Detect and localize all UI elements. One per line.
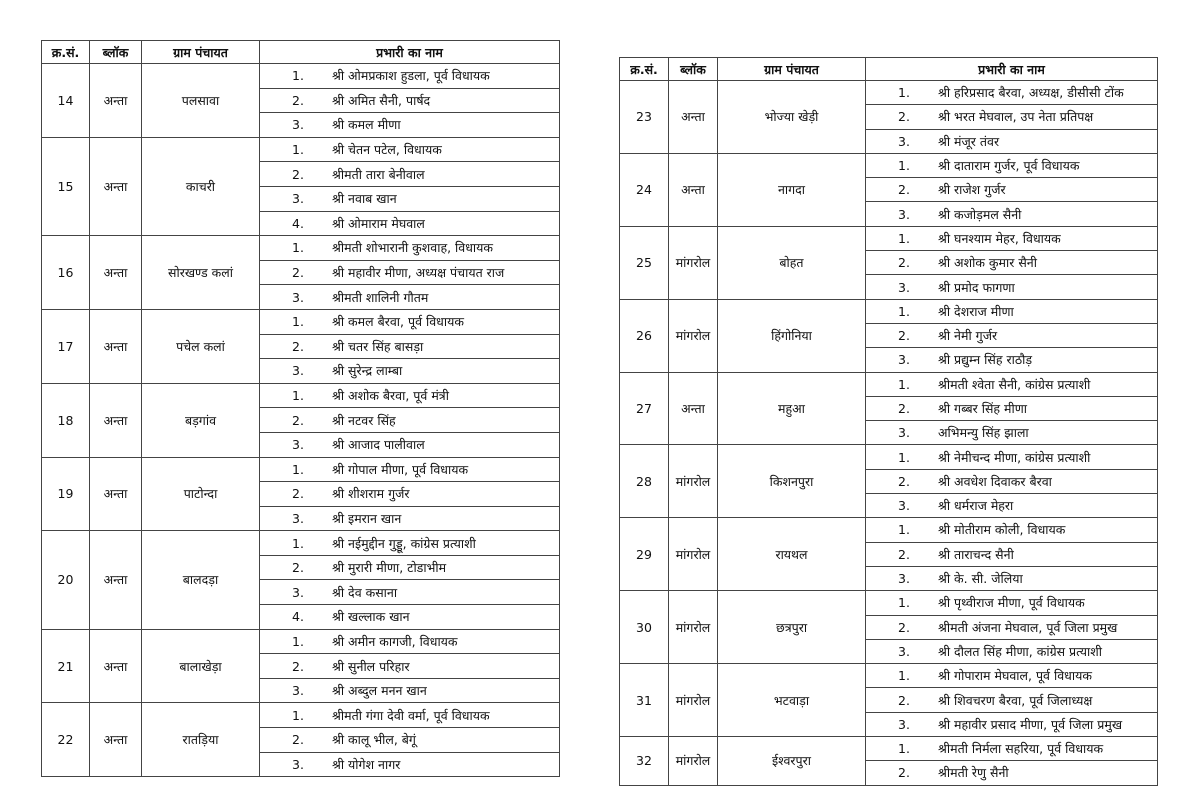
incharge-cell [866,275,1158,299]
member-name: श्री अमित सैनी, पार्षद [332,92,431,108]
block-cell: अन्ता [669,81,718,154]
member-number: 1. [292,240,304,256]
block-cell: मांगरोल [669,737,718,786]
incharge-cell [866,664,1158,688]
member-number: 1. [898,595,910,611]
table-body-left [42,64,560,777]
table-header-row [620,58,1158,81]
member-name: श्री महावीर मीणा, अध्यक्ष पंचायत राज [332,265,505,281]
member-name: श्री देव कसाना [332,584,398,600]
member-name: श्री हरिप्रसाद बैरवा, अध्यक्ष, डीसीसी टोंक [938,85,1124,101]
table-row [620,299,1158,323]
member-number: 3. [898,425,910,441]
member-name: श्री नईमुद्दीन गुड्डू, कांग्रेस प्रत्याशी [332,535,476,551]
member-name: श्रीमती निर्मला सहरिया, पूर्व विधायक [938,741,1104,757]
member-name: श्री मोतीराम कोली, विधायक [938,522,1066,538]
gram-panchayat-cell: छत्रपुरा [718,591,866,664]
member-name: श्री दौलत सिंह मीणा, कांग्रेस प्रत्याशी [938,643,1103,659]
member-number: 1. [898,449,910,465]
member-number: 3. [292,117,304,133]
serial-number-cell: 23 [620,81,669,154]
block-cell: अन्ता [669,153,718,226]
member-number: 2. [898,255,910,271]
header-block: ब्लॉक [90,41,142,64]
member-number: 1. [292,68,304,84]
member-number: 2. [292,560,304,576]
gram-panchayat-cell: नागदा [718,153,866,226]
member-name: श्री कमल बैरवा, पूर्व विधायक [332,314,464,330]
member-number: 1. [898,376,910,392]
serial-number-cell: 22 [42,703,90,777]
incharge-cell [260,260,560,285]
member-name: श्री प्रमोद फागणा [938,279,1015,295]
header-serial-number: क्र.सं. [42,41,90,64]
incharge-cell [866,639,1158,663]
incharge-cell [866,688,1158,712]
gram-panchayat-cell: बड़गांव [142,383,260,457]
member-name: श्री अब्दुल मनन खान [332,683,427,699]
serial-number-cell: 27 [620,372,669,445]
table-row [42,383,560,408]
member-name: श्री मुरारी मीणा, टोडाभीम [332,560,447,576]
incharge-cell [260,728,560,753]
serial-number-cell: 18 [42,383,90,457]
member-number: 3. [898,279,910,295]
table-row [620,81,1158,105]
table-row [42,64,560,89]
member-name: श्री सुरेन्द्र लाम्बा [332,363,403,379]
member-number: 3. [292,289,304,305]
table-row [620,737,1158,761]
serial-number-cell: 32 [620,737,669,786]
incharge-cell [260,432,560,457]
incharge-cell [866,299,1158,323]
member-name: श्री योगेश नागर [332,756,401,772]
incharge-cell [260,654,560,679]
member-number: 2. [898,765,910,781]
member-name: श्री अमीन कागजी, विधायक [332,633,458,649]
block-cell: मांगरोल [669,591,718,664]
incharge-cell [866,761,1158,785]
member-name: श्री आजाद पालीवाल [332,437,425,453]
member-name: श्री धर्मराज मेहरा [938,498,1014,514]
incharge-cell [260,211,560,236]
incharge-cell [866,518,1158,542]
header-incharge-name: प्रभारी का नाम [260,41,560,64]
member-number: 2. [292,265,304,281]
incharge-cell [866,251,1158,275]
member-name: श्री प्रद्युम्न सिंह राठौड़ [938,352,1033,368]
incharge-cell [866,105,1158,129]
member-number: 3. [898,352,910,368]
member-number: 2. [898,692,910,708]
incharge-cell [866,226,1158,250]
member-number: 3. [292,584,304,600]
member-number: 3. [898,498,910,514]
member-name: श्री इमरान खान [332,510,402,526]
member-number: 1. [898,522,910,538]
incharge-cell [866,323,1158,347]
member-number: 3. [898,643,910,659]
incharge-cell [260,605,560,630]
block-cell: अन्ता [90,531,142,629]
header-block: ब्लॉक [669,58,718,81]
gram-panchayat-cell: रायथल [718,518,866,591]
incharge-cell [866,445,1158,469]
member-name: श्रीमती रेणु सैनी [938,765,1009,781]
member-name: श्रीमती तारा बेनीवाल [332,166,425,182]
block-cell: अन्ता [90,137,142,235]
member-number: 3. [898,716,910,732]
member-name: श्री कमल मीणा [332,117,401,133]
gram-panchayat-cell: बालदड़ा [142,531,260,629]
incharge-cell [260,383,560,408]
gram-panchayat-cell: रातड़िया [142,703,260,777]
member-number: 3. [898,133,910,149]
member-number: 3. [898,206,910,222]
serial-number-cell: 30 [620,591,669,664]
member-number: 2. [292,92,304,108]
table-row [42,457,560,482]
incharge-table-right [619,57,1158,786]
table-row [42,137,560,162]
member-number: 2. [292,732,304,748]
member-name: श्री शीशराम गुर्जर [332,486,410,502]
member-number: 3. [292,683,304,699]
member-name: श्रीमती शोभारानी कुशवाह, विधायक [332,240,493,256]
member-number: 1. [292,535,304,551]
member-number: 3. [292,437,304,453]
member-number: 2. [292,338,304,354]
block-cell: अन्ता [90,629,142,703]
block-cell: मांगरोल [669,226,718,299]
incharge-cell [866,153,1158,177]
member-number: 2. [898,546,910,562]
incharge-cell [260,678,560,703]
member-name: श्री अशोक कुमार सैनी [938,255,1037,271]
incharge-cell [260,531,560,556]
incharge-cell [260,580,560,605]
serial-number-cell: 26 [620,299,669,372]
table-row [620,372,1158,396]
member-number: 1. [292,388,304,404]
member-name: श्री कजोड़मल सैनी [938,206,1022,222]
incharge-cell [866,737,1158,761]
member-number: 1. [292,314,304,330]
member-number: 3. [292,510,304,526]
member-name: श्री चतर सिंह बासड़ा [332,338,424,354]
serial-number-cell: 25 [620,226,669,299]
table-row [620,153,1158,177]
incharge-cell [866,591,1158,615]
incharge-cell [866,81,1158,105]
gram-panchayat-cell: बालाखेड़ा [142,629,260,703]
member-name: श्री अशोक बैरवा, पूर्व मंत्री [332,388,449,404]
table-row [620,664,1158,688]
block-cell: अन्ता [669,372,718,445]
header-incharge-name: प्रभारी का नाम [866,58,1158,81]
block-cell: अन्ता [90,309,142,383]
member-number: 2. [292,412,304,428]
block-cell: अन्ता [90,703,142,777]
table-row [42,236,560,261]
table-row [620,591,1158,615]
member-number: 2. [292,486,304,502]
member-number: 2. [292,166,304,182]
member-number: 2. [898,328,910,344]
gram-panchayat-cell: काचरी [142,137,260,235]
member-number: 2. [292,658,304,674]
block-cell: मांगरोल [669,518,718,591]
member-number: 3. [292,191,304,207]
member-number: 4. [292,609,304,625]
member-name: श्रीमती गंगा देवी वर्मा, पूर्व विधायक [332,707,490,723]
block-cell: मांगरोल [669,445,718,518]
member-number: 2. [898,473,910,489]
incharge-cell [260,113,560,138]
incharge-cell [866,542,1158,566]
incharge-cell [866,396,1158,420]
member-name: श्री ओमाराम मेघवाल [332,215,425,231]
member-name: श्री गब्बर सिंह मीणा [938,401,1028,416]
gram-panchayat-cell: भटवाड़ा [718,664,866,737]
serial-number-cell: 28 [620,445,669,518]
incharge-cell [260,236,560,261]
gram-panchayat-cell: पलसावा [142,64,260,138]
incharge-cell [260,88,560,113]
member-name: श्रीमती अंजना मेघवाल, पूर्व जिला प्रमुख [938,619,1118,635]
table-row [620,518,1158,542]
member-name: अभिमन्यु सिंह झाला [938,425,1029,441]
member-number: 2. [898,401,910,416]
block-cell: मांगरोल [669,664,718,737]
block-cell: अन्ता [90,64,142,138]
incharge-cell [866,348,1158,372]
table-row [42,531,560,556]
member-number: 1. [292,142,304,158]
header-serial-number: क्र.सं. [620,58,669,81]
gram-panchayat-cell: भोज्या खेड़ी [718,81,866,154]
member-number: 3. [292,756,304,772]
incharge-cell [866,615,1158,639]
member-name: श्री शिवचरण बैरवा, पूर्व जिलाध्यक्ष [938,692,1093,708]
serial-number-cell: 16 [42,236,90,310]
incharge-cell [260,457,560,482]
member-number: 1. [292,633,304,649]
table-header-row [42,41,560,64]
gram-panchayat-cell: किशनपुरा [718,445,866,518]
table-row [42,309,560,334]
incharge-cell [866,372,1158,396]
incharge-cell [260,309,560,334]
member-name: श्री ओमप्रकाश हुडला, पूर्व विधायक [332,68,490,84]
member-number: 2. [898,182,910,198]
incharge-cell [260,359,560,384]
member-number: 1. [898,741,910,757]
member-number: 3. [292,363,304,379]
incharge-cell [260,408,560,433]
member-name: श्री नेमी गुर्जर [938,328,998,344]
member-name: श्री चेतन पटेल, विधायक [332,142,442,158]
gram-panchayat-cell: सोरखण्ड कलां [142,236,260,310]
member-number: 1. [898,230,910,246]
serial-number-cell: 19 [42,457,90,531]
incharge-cell [260,629,560,654]
serial-number-cell: 24 [620,153,669,226]
member-name: श्री नेमीचन्द मीणा, कांग्रेस प्रत्याशी [938,449,1091,465]
member-name: श्री मंजूर तंवर [938,133,1000,149]
member-number: 1. [898,303,910,319]
incharge-cell [866,712,1158,736]
member-number: 1. [898,158,910,174]
incharge-cell [260,137,560,162]
member-name: श्री नटवर सिंह [332,412,396,428]
gram-panchayat-cell: पचेल कलां [142,309,260,383]
member-number: 1. [292,707,304,723]
incharge-cell [866,494,1158,518]
member-number: 3. [898,571,910,587]
gram-panchayat-cell: ईश्वरपुरा [718,737,866,786]
member-name: श्री नवाब खान [332,191,397,207]
member-name: श्री कालू भील, बेगूं [332,732,416,748]
incharge-cell [260,703,560,728]
member-name: श्री भरत मेघवाल, उप नेता प्रतिपक्ष [938,109,1094,125]
member-name: श्री गोपाल मीणा, पूर्व विधायक [332,461,469,477]
member-number: 2. [898,619,910,635]
incharge-cell [866,469,1158,493]
table-row [42,629,560,654]
table-body-right [620,81,1158,786]
member-name: श्री ताराचन्द सैनी [938,546,1014,562]
incharge-cell [260,752,560,777]
serial-number-cell: 14 [42,64,90,138]
incharge-cell [260,285,560,310]
block-cell: अन्ता [90,457,142,531]
gram-panchayat-cell: महुआ [718,372,866,445]
incharge-cell [260,162,560,187]
member-name: श्रीमती शालिनी गौतम [332,289,429,305]
serial-number-cell: 17 [42,309,90,383]
member-name: श्री घनश्याम मेहर, विधायक [938,230,1061,246]
member-number: 4. [292,215,304,231]
member-number: 2. [898,109,910,125]
incharge-cell [260,555,560,580]
incharge-cell [260,64,560,89]
serial-number-cell: 15 [42,137,90,235]
incharge-table-left [41,40,560,777]
member-number: 1. [898,85,910,101]
block-cell: अन्ता [90,236,142,310]
member-number: 1. [898,668,910,684]
member-name: श्री दाताराम गुर्जर, पूर्व विधायक [938,158,1080,174]
incharge-cell [260,186,560,211]
member-name: श्री देशराज मीणा [938,303,1014,319]
member-name: श्री खल्लाक खान [332,609,410,625]
block-cell: मांगरोल [669,299,718,372]
member-name: श्री महावीर प्रसाद मीणा, पूर्व जिला प्रमुख [938,716,1123,732]
member-name: श्री सुनील परिहार [332,658,410,674]
incharge-cell [260,506,560,531]
member-name: श्री राजेश गुर्जर [938,182,1006,198]
header-gram-panchayat: ग्राम पंचायत [142,41,260,64]
gram-panchayat-cell: हिंगोनिया [718,299,866,372]
block-cell: अन्ता [90,383,142,457]
incharge-cell [866,421,1158,445]
member-name: श्री के. सी. जेलिया [938,571,1023,587]
gram-panchayat-cell: बोहत [718,226,866,299]
gram-panchayat-cell: पाटोन्दा [142,457,260,531]
incharge-cell [866,178,1158,202]
table-row [620,226,1158,250]
member-name: श्री गोपाराम मेघवाल, पूर्व विधायक [938,668,1092,684]
table-row [42,703,560,728]
serial-number-cell: 20 [42,531,90,629]
incharge-cell [866,202,1158,226]
incharge-cell [260,482,560,507]
incharge-cell [866,566,1158,590]
serial-number-cell: 29 [620,518,669,591]
member-name: श्रीमती श्वेता सैनी, कांग्रेस प्रत्याशी [938,376,1091,392]
member-name: श्री पृथ्वीराज मीणा, पूर्व विधायक [938,595,1085,611]
incharge-cell [866,129,1158,153]
table-row [620,445,1158,469]
member-name: श्री अवधेश दिवाकर बैरवा [938,473,1052,489]
header-gram-panchayat: ग्राम पंचायत [718,58,866,81]
serial-number-cell: 31 [620,664,669,737]
incharge-cell [260,334,560,359]
serial-number-cell: 21 [42,629,90,703]
member-number: 1. [292,461,304,477]
